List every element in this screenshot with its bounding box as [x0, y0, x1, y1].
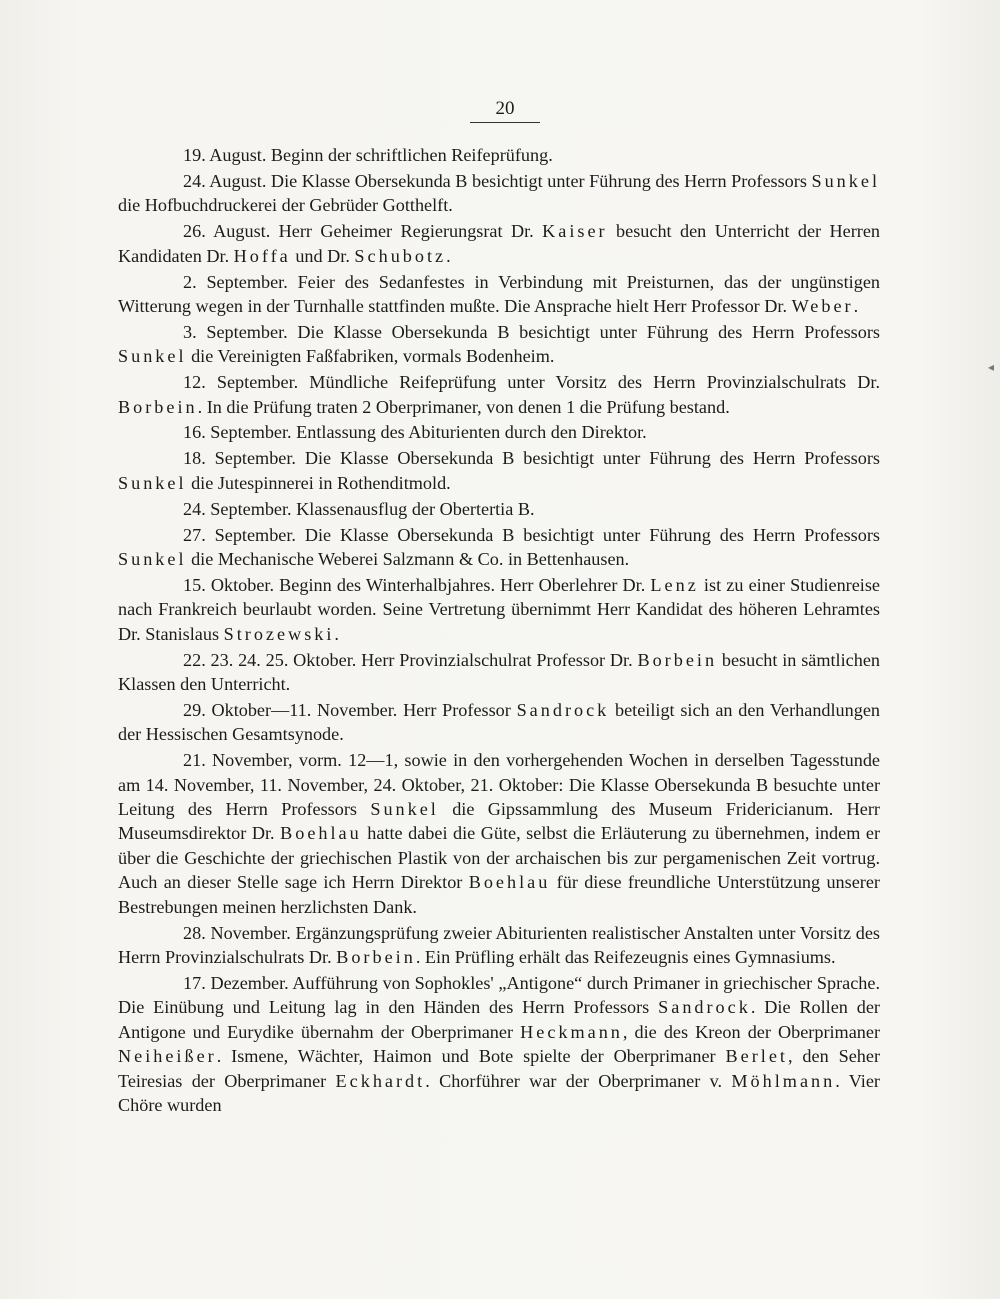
entry-text: 3. September. Die Klasse Obersekunda B besichtigt unter Führung des Herrn Professors: [183, 321, 880, 342]
entry-text: 24. August. Die Klasse Obersekunda B besichtigt unter Führung des Herrn Professors: [183, 170, 812, 191]
spaced-name: Boehlau: [468, 872, 551, 893]
entry-text: .: [446, 245, 451, 266]
spaced-name: Schubotz: [354, 245, 447, 266]
entry-text: 27. September. Die Klasse Obersekunda B besichtigt unter Führung des Herrn Professors: [183, 524, 880, 545]
spaced-name: Borbein: [118, 396, 198, 417]
spaced-name: Berlet: [725, 1046, 788, 1067]
entry-text: 19. August. Beginn der schriftlichen Reifeprüfung.: [183, 145, 553, 165]
entry-text: 21. November, vorm. 12—1, sowie in den vorhergehenden Wochen in derselben Tagesstunde am 14. November, 11. November, 24. Oktober, 21. Oktober: Die Klasse Obersekunda B besuchte unter Leitung des Herrn Professors: [118, 750, 880, 820]
spaced-name: Hoffa: [233, 245, 291, 266]
entry-text: die Gipssammlung des Museum Fridericianum. Herr Museumsdirektor Dr.: [118, 799, 880, 844]
spaced-name: Boehlau: [280, 823, 362, 844]
entry-text: die Hofbuchdruckerei der Gebrüder Gotthelft.: [118, 195, 453, 216]
entry-text: ist zu einer Studienreise nach Frankreich beurlaubt worden. Seine Vertretung übernimmt Herr Kandidat des höheren Lehramtes Dr. Stanislaus: [118, 574, 880, 644]
chronicle-entry: [118, 169, 880, 218]
entry-text: 22. 23. 24. 25. Oktober. Herr Provinzialschulrat Professor Dr.: [183, 649, 638, 670]
entry-text: . Vier Chöre wurden: [118, 1070, 880, 1115]
entry-text: . Die Rollen der Antigone und Eurydike übernahm der Oberprimaner: [118, 997, 880, 1042]
entry-text: 18. September. Die Klasse Obersekunda B besichtigt unter Führung des Herrn Professors: [183, 448, 880, 469]
chronicle-entry: [118, 573, 880, 646]
chronicle-text: [118, 143, 880, 1119]
entry-text: 16. September. Entlassung des Abiturienten durch den Direktor.: [183, 422, 647, 443]
spaced-name: Möhlmann: [731, 1070, 836, 1091]
chronicle-entry: [118, 370, 880, 419]
entry-text: . In die Prüfung traten 2 Oberprimaner, von denen 1 die Prüfung bestand.: [197, 396, 730, 417]
entry-text: 15. Oktober. Beginn des Winterhalbjahres. Herr Oberlehrer Dr.: [183, 574, 651, 595]
chronicle-entry: [118, 921, 880, 970]
entry-text: und Dr.: [290, 245, 355, 266]
spaced-name: Eckhardt: [335, 1070, 426, 1091]
chronicle-entry: [118, 971, 880, 1117]
entry-text: , die des Kreon der Oberprimaner: [622, 1021, 881, 1042]
spaced-name: Sunkel: [118, 472, 187, 493]
scan-edge-mark: ◂: [988, 360, 995, 374]
page-number: 20: [470, 98, 540, 123]
spaced-name: Strozewski: [223, 623, 335, 644]
chronicle-entry: [118, 523, 880, 572]
spaced-name: Heckmann: [520, 1021, 623, 1042]
entry-text: 28. November. Ergänzungsprüfung zweier Abiturienten realistischer Anstalten unter Vorsitz des Herrn Provinzialschulrats Dr.: [118, 922, 880, 967]
chronicle-entry: [118, 270, 880, 319]
spaced-name: Sandrock: [516, 699, 610, 720]
spaced-name: Borbein: [336, 947, 416, 967]
spaced-name: Sunkel: [370, 799, 439, 820]
entry-text: 29. Oktober—11. November. Herr Professor: [183, 699, 517, 720]
chronicle-entry: [118, 497, 880, 521]
chronicle-entry: [118, 446, 880, 495]
spaced-name: Sunkel: [811, 170, 880, 191]
chronicle-entry: [118, 748, 880, 919]
entry-text: . Ismene, Wächter, Haimon und Bote spielte der Oberprimaner: [216, 1046, 726, 1067]
spaced-name: Kaiser: [542, 221, 608, 242]
spaced-name: Sunkel: [118, 346, 187, 367]
entry-text: beteiligt sich an den Verhandlungen der Hessischen Gesamtsynode.: [118, 699, 881, 745]
entry-text: hatte dabei die Güte, selbst die Erläuterung zu übernehmen, indem er über die Geschichte der griechischen Plastik von der archaischen bis zur pergamenischen Zeit vortrug. Auch an dieser Stelle sage ich Herrn Direktor: [118, 823, 880, 893]
entry-text: , den Seher Teiresias der Oberprimaner: [118, 1046, 881, 1091]
entry-text: 26. August. Herr Geheimer Regierungsrat Dr.: [183, 221, 543, 242]
spaced-name: Sandrock: [658, 997, 751, 1018]
spaced-name: Sunkel: [118, 549, 187, 569]
entry-text: .: [853, 295, 859, 316]
entry-text: 2. September. Feier des Sedanfestes in Verbindung mit Preisturnen, das der ungünstigen Witterung wegen in der Turnhalle stattfinden mußte. Die Ansprache hielt Herr Professor Dr.: [118, 271, 880, 316]
entry-text: . Ein Prüfling erhält das Reifezeugnis eines Gymnasiums.: [415, 947, 836, 967]
entry-text: 24. September. Klassenausflug der Obertertia B.: [183, 498, 535, 519]
entry-text: 17. Dezember. Aufführung von Sophokles' „Antigone“ durch Primaner in griechischer Sprache. Die Einübung und Leitung lag in den Händen des Herrn Professors: [118, 972, 880, 1018]
entry-text: besucht den Unterricht der Herren Kandidaten Dr.: [118, 221, 880, 266]
spaced-name: Weber: [791, 295, 854, 316]
entry-text: die Jutespinnerei in Rothenditmold.: [186, 472, 451, 493]
spaced-name: Neiheißer: [118, 1046, 217, 1067]
chronicle-entry: [118, 143, 880, 167]
spaced-name: Lenz: [650, 574, 699, 595]
entry-text: besucht in sämtlichen Klassen den Unterricht.: [118, 649, 880, 695]
entry-text: die Vereinigten Faßfabriken, vormals Bodenheim.: [186, 346, 555, 367]
spaced-name: Borbein: [637, 649, 718, 670]
entry-text: 12. September. Mündliche Reifeprüfung unter Vorsitz des Herrn Provinzialschulrats Dr.: [183, 372, 880, 393]
chronicle-entry: [118, 420, 880, 444]
chronicle-entry: [118, 219, 880, 268]
chronicle-entry: [118, 698, 880, 747]
entry-text: für diese freundliche Unterstützung unserer Bestrebungen meinen herzlichsten Dank.: [118, 872, 880, 917]
entry-text: .: [334, 623, 339, 644]
entry-text: die Mechanische Weberei Salzmann & Co. in Bettenhausen.: [186, 549, 630, 569]
chronicle-entry: [118, 648, 880, 697]
chronicle-entry: [118, 320, 880, 369]
entry-text: . Chorführer war der Oberprimaner v.: [425, 1070, 732, 1091]
